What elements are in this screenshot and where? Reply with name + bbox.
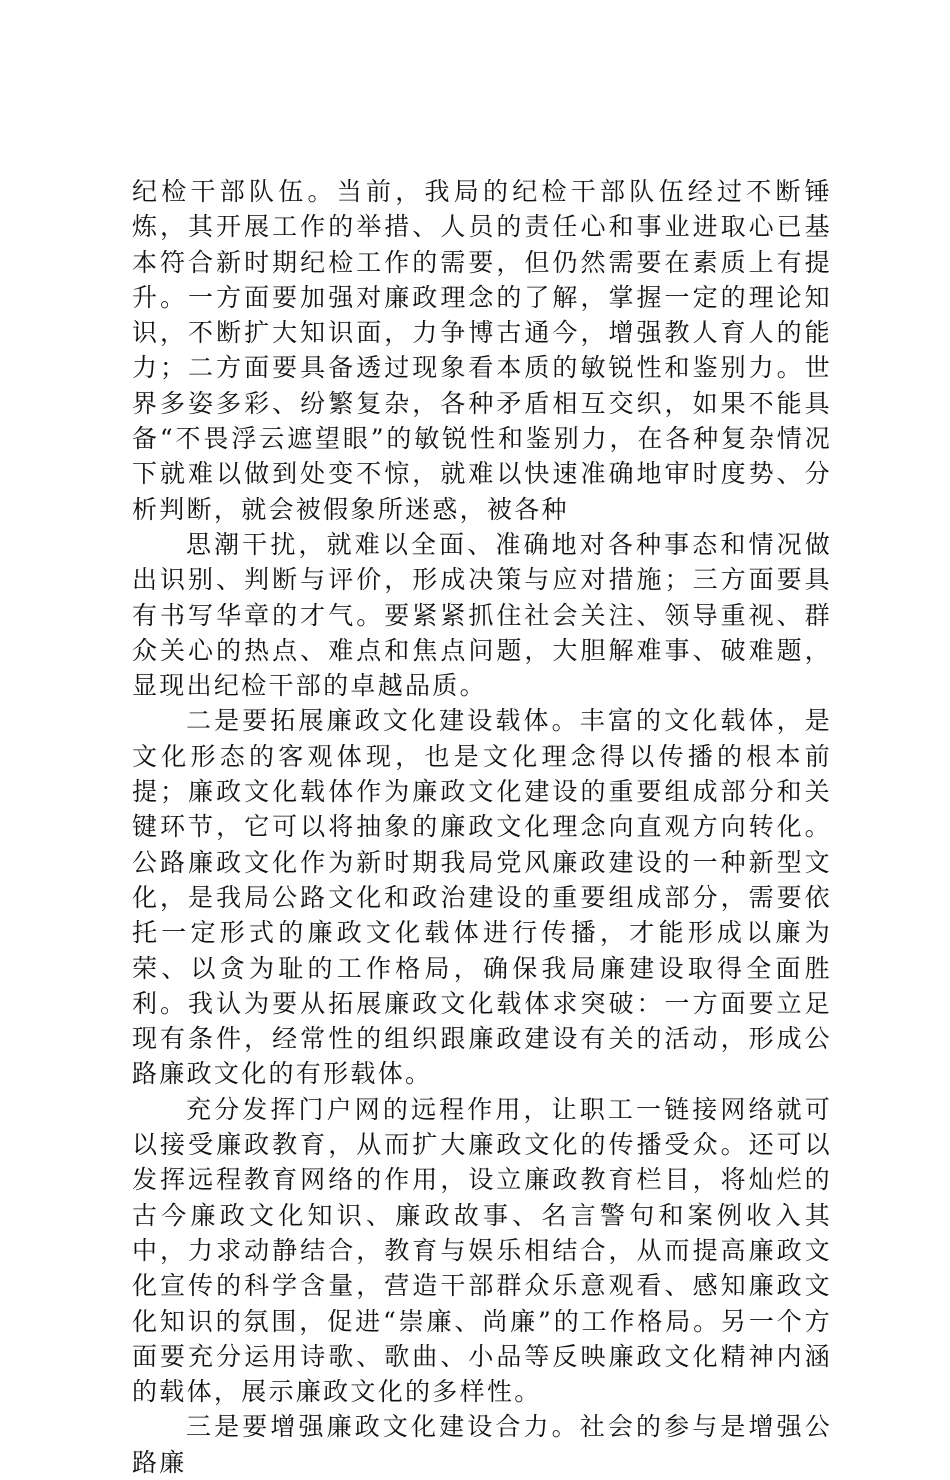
paragraph-2: 思潮干扰，就难以全面、准确地对各种事态和情况做出识别、判断与评价，形成决策与应对措施；三方面要具有书写华章的才气。要紧紧抓住社会关注、领导重视、群众关心的热点、难点和焦点问题，大胆解难事、破难题，显现出纪检干部的卓越品质。: [132, 529, 832, 701]
paragraph-4: 充分发挥门户网的远程作用，让职工一链接网络就可以接受廉政教育，从而扩大廉政文化的传播受众。还可以发挥远程教育网络的作用，设立廉政教育栏目，将灿烂的古今廉政文化知识、廉政故事、名言警句和案例收入其中，力求动静结合，教育与娱乐相结合，从而提高廉政文化宣传的科学含量，营造干部群众乐意观看、感知廉政文化知识的氛围，促进“崇廉、尚廉”的工作格局。另一个方面要充分运用诗歌、歌曲、小品等反映廉政文化精神内涵的载体，展示廉政文化的多样性。: [132, 1094, 832, 1407]
document-body: [132, 174, 832, 1480]
paragraph-1: 纪检干部队伍。当前，我局的纪检干部队伍经过不断锤炼，其开展工作的举措、人员的责任心和事业进取心已基本符合新时期纪检工作的需要，但仍然需要在素质上有提升。一方面要加强对廉政理念的了解，掌握一定的理论知识，不断扩大知识面，力争博古通今，增强教人育人的能力；二方面要具备透过现象看本质的敏锐性和鉴别力。世界多姿多彩、纷繁复杂，各种矛盾相互交织，如果不能具备“不畏浮云遮望眼”的敏锐性和鉴别力，在各种复杂情况下就难以做到处变不惊，就难以快速准确地审时度势、分析判断，就会被假象所迷惑，被各种: [132, 177, 832, 524]
paragraph-5: 三是要增强廉政文化建设合力。社会的参与是增强公路廉: [132, 1412, 832, 1477]
paragraph-3: 二是要拓展廉政文化建设载体。丰富的文化载体，是文化形态的客观体现，也是文化理念得以传播的根本前提；廉政文化载体作为廉政文化建设的重要组成部分和关键环节，它可以将抽象的廉政文化理念向直观方向转化。公路廉政文化作为新时期我局党风廉政建设的一种新型文化，是我局公路文化和政治建设的重要组成部分，需要依托一定形式的廉政文化载体进行传播，才能形成以廉为荣、以贪为耻的工作格局，确保我局廉建设取得全面胜利。我认为要从拓展廉政文化载体求突破：一方面要立足现有条件，经常性的组织跟廉政建设有关的活动，形成公路廉政文化的有形载体。: [132, 706, 832, 1089]
